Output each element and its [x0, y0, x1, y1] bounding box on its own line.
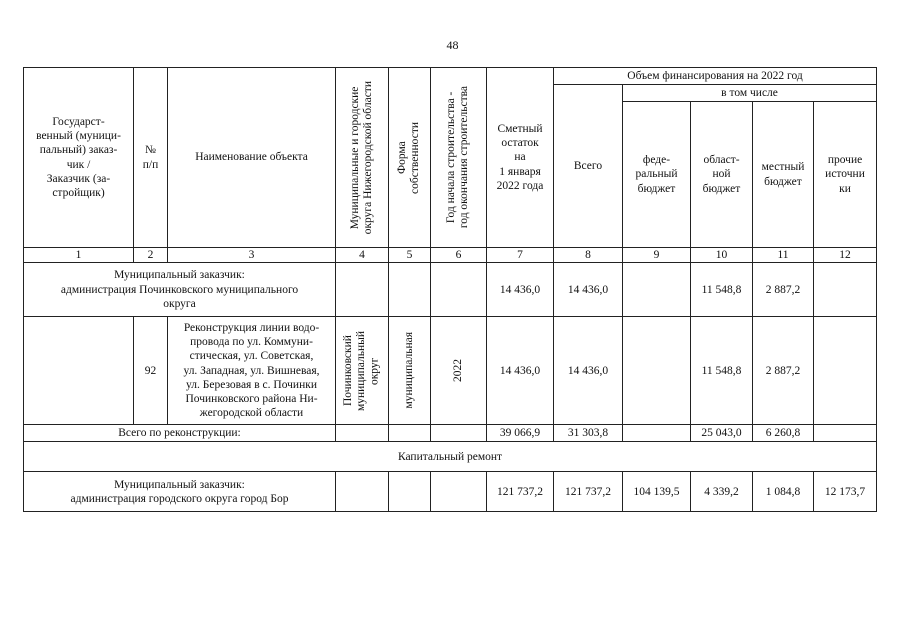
- district-cell: [336, 425, 389, 442]
- years-cell: [431, 263, 487, 317]
- object-row-92: [24, 317, 877, 425]
- local-cell: 6 260,8: [753, 425, 814, 442]
- object-years: [431, 317, 487, 425]
- other-cell: [814, 425, 877, 442]
- years-cell: [431, 472, 487, 512]
- years-cell: [431, 425, 487, 442]
- federal-cell: [623, 317, 691, 425]
- header-ownership-text: Форма собственности: [396, 121, 422, 194]
- balance-cell: 39 066,9: [487, 425, 554, 442]
- ownership-cell: [389, 472, 431, 512]
- column-number: 7: [487, 248, 554, 263]
- regional-cell: 4 339,2: [691, 472, 753, 512]
- header-including: в том числе: [623, 85, 877, 102]
- header-object-name: Наименование объекта: [168, 68, 336, 248]
- regional-cell: 11 548,8: [691, 263, 753, 317]
- object-name: Реконструкция линии водо- провода по ул. Коммуни- стическая, ул. Советская, ул. Западная, ул. Вишневая, ул. Березовая в с. Починки Починковского района Ни- жегородской области: [168, 317, 336, 425]
- regional-cell: 11 548,8: [691, 317, 753, 425]
- federal-cell: [623, 263, 691, 317]
- header-row-1: [24, 68, 877, 85]
- header-federal: феде- ральный бюджет: [623, 102, 691, 248]
- district-cell: [336, 263, 389, 317]
- object-number: 92: [134, 317, 168, 425]
- object-ownership-text: муниципальная: [402, 332, 415, 409]
- header-number: № п/п: [134, 68, 168, 248]
- total-cell: 14 436,0: [554, 317, 623, 425]
- header-regional: област- ной бюджет: [691, 102, 753, 248]
- balance-cell: 14 436,0: [487, 263, 554, 317]
- column-number: 3: [168, 248, 336, 263]
- object-years-text: 2022: [451, 359, 464, 383]
- header-years-text: Год начала строительства - год окончания строительства: [445, 86, 471, 229]
- customer-row-pochinki: [24, 263, 877, 317]
- other-cell: 12 173,7: [814, 472, 877, 512]
- other-cell: [814, 263, 877, 317]
- column-number: 8: [554, 248, 623, 263]
- column-number-row: [24, 248, 877, 263]
- header-district: [336, 68, 389, 248]
- customer-cell-empty: [24, 317, 134, 425]
- total-cell: 14 436,0: [554, 263, 623, 317]
- local-cell: 2 887,2: [753, 317, 814, 425]
- total-label: Всего по реконструкции:: [24, 425, 336, 442]
- balance-cell: 14 436,0: [487, 317, 554, 425]
- customer-name: Муниципальный заказчик: администрация Починковского муниципального округа: [24, 263, 336, 317]
- financing-table: [23, 67, 877, 512]
- column-number: 12: [814, 248, 877, 263]
- district-cell: [336, 472, 389, 512]
- object-district-text: Починковский муниципальный округ: [342, 330, 381, 411]
- regional-cell: 25 043,0: [691, 425, 753, 442]
- customer-row-bor: [24, 472, 877, 512]
- header-customer: Государст- венный (муници- пальный) заказ- чик / Заказчик (за- стройщик): [24, 68, 134, 248]
- ownership-cell: [389, 425, 431, 442]
- header-other: прочие источни ки: [814, 102, 877, 248]
- column-number: 5: [389, 248, 431, 263]
- column-number: 11: [753, 248, 814, 263]
- column-number: 4: [336, 248, 389, 263]
- column-number: 1: [24, 248, 134, 263]
- header-years: [431, 68, 487, 248]
- column-number: 10: [691, 248, 753, 263]
- page-number: 48: [446, 38, 459, 52]
- header-ownership: [389, 68, 431, 248]
- federal-cell: 104 139,5: [623, 472, 691, 512]
- column-number: 9: [623, 248, 691, 263]
- header-local: местный бюджет: [753, 102, 814, 248]
- balance-cell: 121 737,2: [487, 472, 554, 512]
- local-cell: 1 084,8: [753, 472, 814, 512]
- object-ownership: [389, 317, 431, 425]
- header-financing-group: Объем финансирования на 2022 год: [554, 68, 877, 85]
- column-number: 6: [431, 248, 487, 263]
- header-total: Всего: [554, 85, 623, 248]
- total-reconstruction-row: [24, 425, 877, 442]
- column-number: 2: [134, 248, 168, 263]
- section-title: Капитальный ремонт: [24, 442, 877, 472]
- total-cell: 121 737,2: [554, 472, 623, 512]
- header-district-text: Муниципальные и городские округа Нижегородской области: [348, 80, 374, 235]
- federal-cell: [623, 425, 691, 442]
- other-cell: [814, 317, 877, 425]
- customer-name: Муниципальный заказчик: администрация городского округа город Бор: [24, 472, 336, 512]
- local-cell: 2 887,2: [753, 263, 814, 317]
- total-cell: 31 303,8: [554, 425, 623, 442]
- ownership-cell: [389, 263, 431, 317]
- header-estimated-balance: Сметный остаток на 1 января 2022 года: [487, 68, 554, 248]
- object-district: [336, 317, 389, 425]
- section-row-capital-repair: [24, 442, 877, 472]
